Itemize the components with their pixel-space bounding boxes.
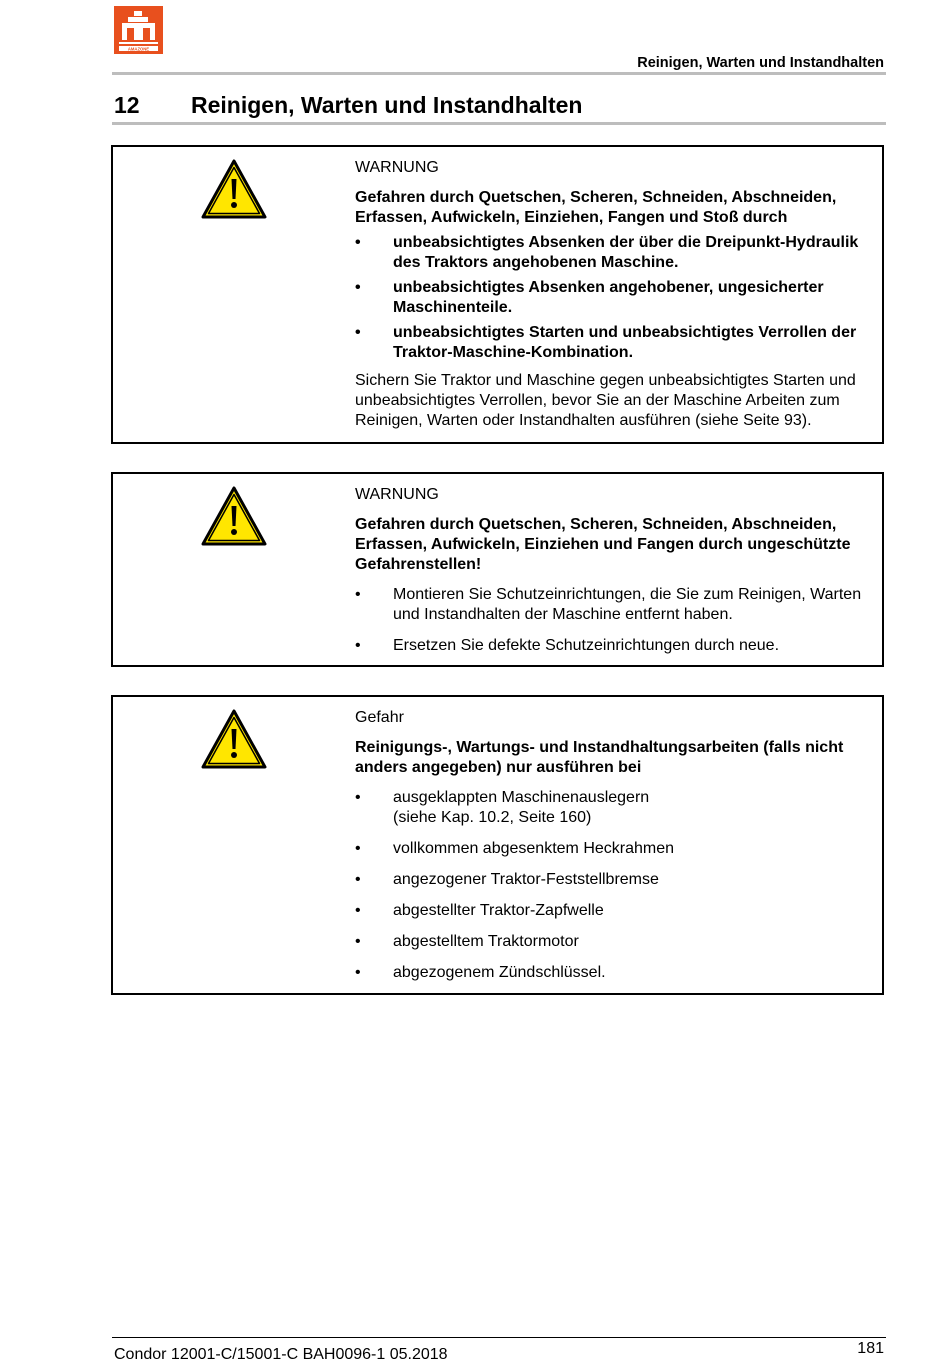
running-header: Reinigen, Warten und Instandhalten <box>637 55 884 71</box>
list-item: • abgezogenem Zündschlüssel. <box>355 963 880 983</box>
warning-triangle-icon <box>201 159 267 219</box>
chapter-divider <box>112 122 886 125</box>
list-item: • vollkommen abgesenktem Heckrahmen <box>355 839 880 859</box>
footer-divider <box>112 1337 886 1338</box>
header-divider <box>112 72 886 75</box>
warning-triangle-icon <box>201 486 267 546</box>
list-item: • angezogener Traktor-Feststellbremse <box>355 870 880 890</box>
safety-note: Sichern Sie Traktor und Maschine gegen unbeabsichtigtes Starten und unbeabsichtigtes Verrollen, bevor Sie an der Maschine Arbeiten zum Reinigen, Warten oder Instandhalten ausführen (siehe Seite 93). <box>355 372 856 429</box>
hazard-lead: Gefahren durch Quetschen, Scheren, Schneiden, Abschneiden, Erfassen, Aufwickeln, Einziehen und Fangen durch ungeschützte Gefahrenstellen! <box>355 516 851 573</box>
chapter-number: 12 <box>114 92 140 118</box>
hazard-lead: Reinigungs-, Wartungs- und Instandhaltungsarbeiten (falls nicht anders angegeben) nur ausführen bei <box>355 739 844 776</box>
page-number: 181 <box>857 1340 884 1357</box>
cross-reference: (siehe Kap. 10.2, Seite 160) <box>393 809 592 826</box>
instruction-list <box>355 585 880 656</box>
list-item: • abgestellter Traktor-Zapfwelle <box>355 901 880 921</box>
list-item <box>355 788 880 828</box>
list-item-text: ausgeklappten Maschinenauslegern <box>393 789 650 806</box>
warning-triangle-icon <box>201 709 267 769</box>
list-item: • Ersetzen Sie defekte Schutzeinrichtungen durch neue. <box>355 636 880 656</box>
list-item: • unbeabsichtigtes Absenken angehobener, ungesicherter Maschinenteile. <box>355 278 880 318</box>
list-item: • unbeabsichtigtes Starten und unbeabsichtigtes Verrollen der Traktor-Maschine-Kombination. <box>355 323 880 363</box>
warning-box-1 <box>111 145 884 444</box>
list-item: • abgestelltem Traktormotor <box>355 932 880 952</box>
signal-word: WARNUNG <box>355 486 439 503</box>
hazard-list <box>355 233 880 363</box>
document-reference: Condor 12001-C/15001-C BAH0096-1 05.2018 <box>114 1346 448 1363</box>
amazone-logo <box>114 6 163 54</box>
signal-word: WARNUNG <box>355 159 439 176</box>
chapter-heading <box>114 92 582 119</box>
warning-box-2 <box>111 472 884 667</box>
hazard-lead: Gefahren durch Quetschen, Scheren, Schneiden, Abschneiden, Erfassen, Aufwickeln, Einziehen, Fangen und Stoß durch <box>355 189 837 226</box>
danger-box <box>111 695 884 995</box>
list-item: • Montieren Sie Schutzeinrichtungen, die Sie zum Reinigen, Warten und Instandhalten der Maschine entfernt haben. <box>355 585 880 625</box>
logo-text: AMAZONE <box>127 46 150 52</box>
condition-list <box>355 788 880 983</box>
chapter-title: Reinigen, Warten und Instandhalten <box>191 92 583 118</box>
signal-word: Gefahr <box>355 709 404 726</box>
list-item: • unbeabsichtigtes Absenken der über die Dreipunkt-Hydraulik des Traktors angehobenen Maschine. <box>355 233 880 273</box>
